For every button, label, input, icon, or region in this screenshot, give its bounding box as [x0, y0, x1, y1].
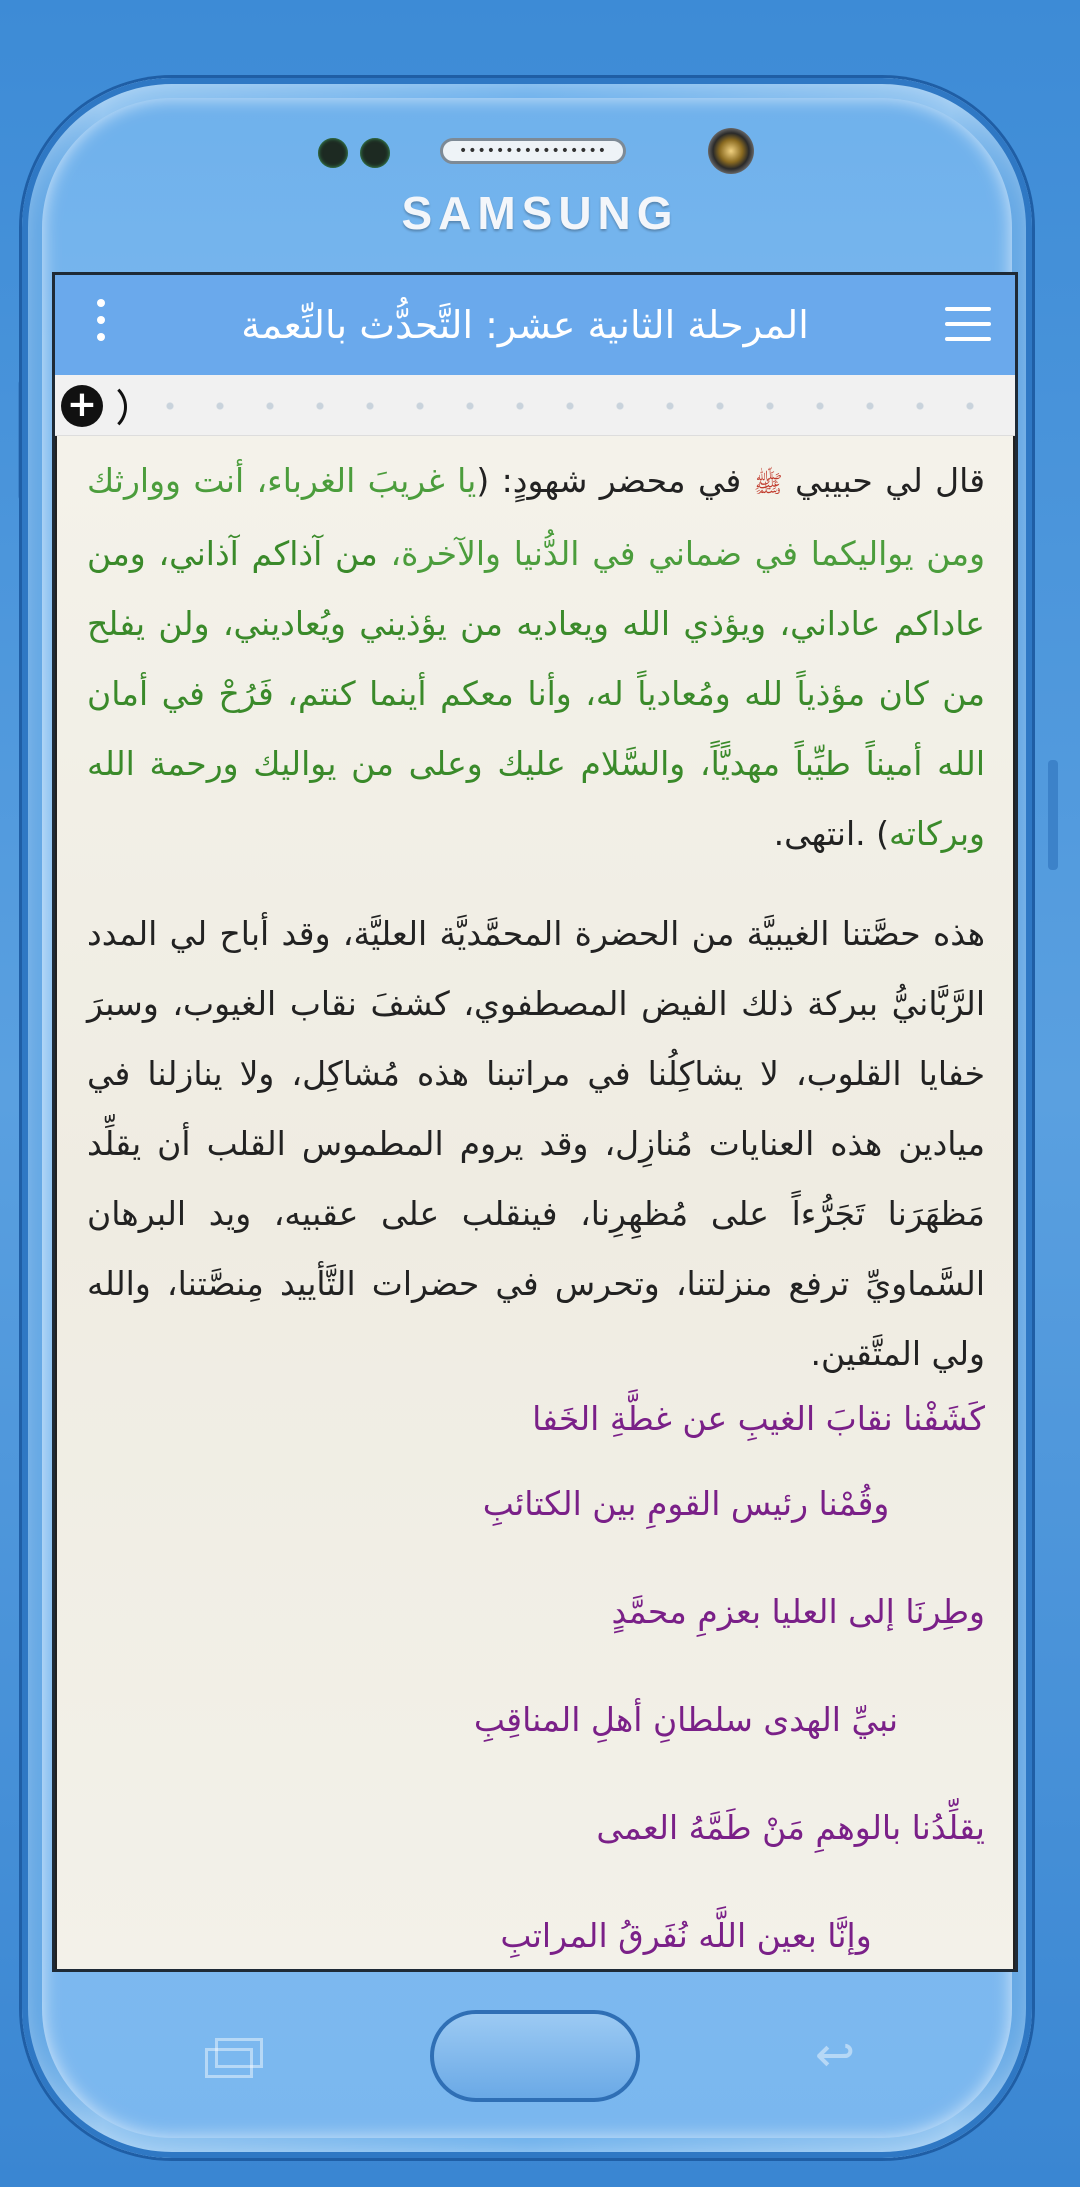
quote-after: في محضر شهودٍ: ( [476, 461, 754, 500]
back-icon[interactable]: ↩ [814, 2027, 856, 2083]
paragraph-body: هذه حصَّتنا الغيبيَّة من الحضرة المحمَّديَّة العليَّة، وقد أباح لي المدد الرَّبَّانيُّ ببركة ذلك الفيض المصطفوي، كشفَ نقاب الغيوب، وسبرَ خفايا القلوب، لا يشاكِلُنا في مراتبنا هذه مُشاكِل، ولا ينازلنا في ميادين هذه العنايات مُنازِل، وقد يروم المطموس القلب أن يقلِّد مَظهَرَنا تَجَرُّءاً على مُظهِرِنا، فينقلب على عقبيه، ويد البرهان السَّماويِّ ترفع منزلتنا، وتحرس في حضرات التَّأييد مِنصَّتنا، والله ولي المتَّقين. [87, 914, 985, 1373]
home-button[interactable] [430, 2010, 640, 2102]
quote-green-b: من آذاكم آذاني، ومن عاداكم عاداني، ويؤذي الله ويعاديه من يؤذيني ويُعاديني، ولن يفلح من كان مؤذياً لله ومُعادياً له، وأنا معكم أينما كنتم، فَرُحْ في أمان الله أميناً طيِّباً مهديًّاً، والسَّلام عليك وعلى من يواليك ورحمة الله وبركاته [87, 534, 985, 853]
earpiece-speaker: •••••••••••••••• [440, 138, 626, 164]
app-bar [55, 275, 1015, 375]
power-button [1048, 760, 1058, 870]
poem-line: وطِرنَا إلى العليا بعزمِ محمَّدٍ [611, 1592, 985, 1631]
front-sensor-icon [360, 138, 390, 168]
quote-end: ) .انتهى. [773, 814, 890, 853]
poem-line: نبيِّ الهدى سلطانِ أهلِ المناقِبِ [473, 1700, 899, 1739]
quote-green-a: يا غريبَ الغرباء، أنت ووارثك ومن يواليكما في ضماني في الدُّنيا والآخرة، [87, 461, 985, 573]
front-camera-icon [708, 128, 754, 174]
poem-line: كَشَفْنا نقابَ الغيبِ عن غطَّةِ الخَفا [532, 1399, 985, 1438]
salla-symbol: ﷺ [753, 470, 783, 498]
poem-line: يقلِّدُنا بالوهمِ مَنْ طَمَّهُ العمى [596, 1808, 985, 1847]
add-button[interactable]: + [61, 385, 103, 427]
paragraph-quote [87, 446, 985, 869]
poem-line: وإنَّا بعين اللَّه نُفَرقُ المراتبِ [500, 1916, 872, 1955]
poem-line: وقُمْنا رئيس القومِ بين الكتائبِ [482, 1484, 890, 1523]
front-sensor-icon [318, 138, 348, 168]
hamburger-menu-icon[interactable] [945, 307, 991, 343]
recent-apps-icon[interactable] [205, 2038, 263, 2078]
article-content [55, 436, 1015, 1969]
brand-logo: SAMSUNG [401, 187, 679, 239]
more-vertical-icon[interactable] [97, 299, 107, 351]
page-title: المرحلة الثانية عشر: التَّحدُّث بالنِّعمة [241, 303, 809, 347]
app-screen [52, 272, 1018, 1972]
content-toolbar [55, 375, 1015, 436]
page-indicator-dots [145, 402, 995, 410]
quote-intro: قال لي حبيبي [782, 461, 985, 500]
